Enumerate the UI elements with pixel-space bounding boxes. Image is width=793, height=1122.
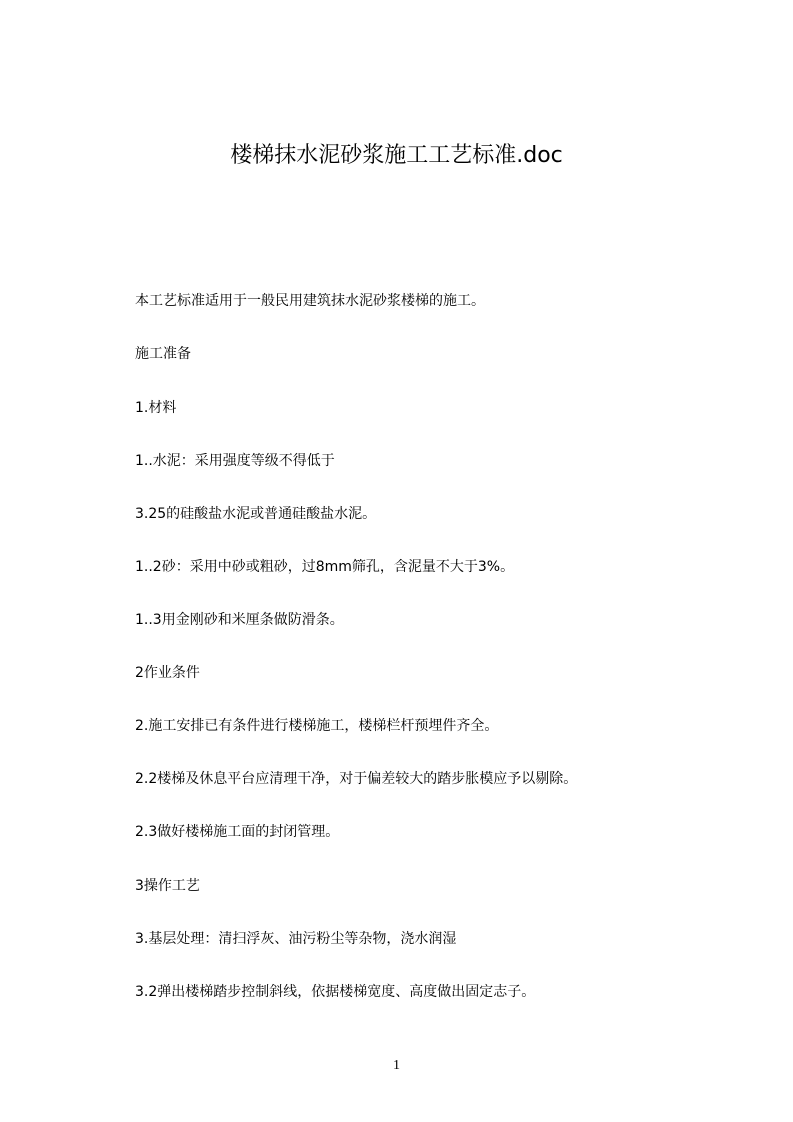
paragraph-conditions-2: 2.2楼梯及休息平台应清理干净，对于偏差较大的踏步胀模应予以剔除。 xyxy=(135,771,578,787)
heading-process: 3操作工艺 xyxy=(135,878,200,894)
page-number: 1 xyxy=(393,1058,400,1073)
paragraph-sand: 1..2砂：采用中砂或粗砂，过8mm筛孔，含泥量不大于3%。 xyxy=(135,559,515,575)
heading-materials: 1.材料 xyxy=(135,400,177,416)
paragraph-antislip: 1..3用金刚砂和米厘条做防滑条。 xyxy=(135,612,344,628)
paragraph-conditions-1: 2.施工安排已有条件进行楼梯施工，楼梯栏杆预埋件齐全。 xyxy=(135,718,499,734)
heading-preparation: 施工准备 xyxy=(135,346,191,362)
paragraph-cement: 1..水泥：采用强度等级不得低于 xyxy=(135,453,335,469)
paragraph-cement-grade: 3.25的硅酸盐水泥或普通硅酸盐水泥。 xyxy=(135,506,377,522)
paragraph-process-2: 3.2弹出楼梯踏步控制斜线，依据楼梯宽度、高度做出固定志子。 xyxy=(135,984,536,1000)
document-title: 楼梯抹水泥砂浆施工工艺标准.doc xyxy=(230,143,563,168)
paragraph-process-1: 3.基层处理：清扫浮灰、油污粉尘等杂物，浇水润湿 xyxy=(135,931,457,947)
heading-conditions: 2作业条件 xyxy=(135,665,200,681)
paragraph-conditions-3: 2.3做好楼梯施工面的封闭管理。 xyxy=(135,824,340,840)
paragraph-scope: 本工艺标准适用于一般民用建筑抹水泥砂浆楼梯的施工。 xyxy=(135,293,485,309)
